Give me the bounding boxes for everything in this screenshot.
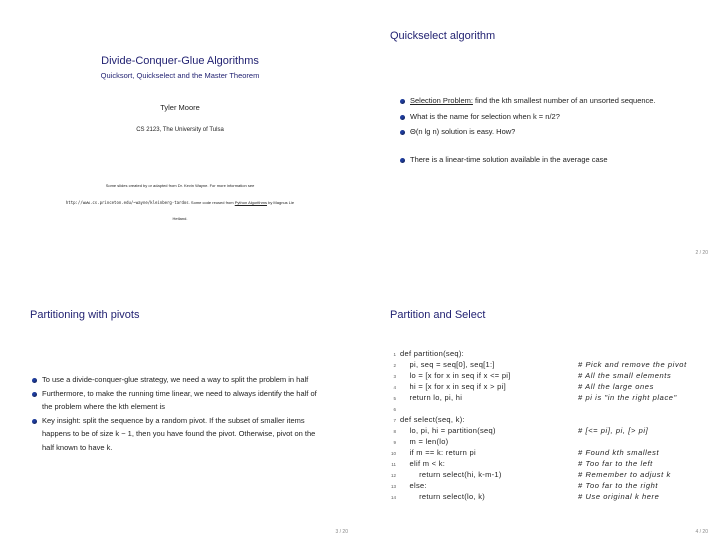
code-comment: # [<= pi], pi, [> pi] bbox=[578, 426, 649, 435]
bullet-theta-solution: Θ(n lg n) solution is easy. How? bbox=[400, 127, 695, 138]
code-comment: # Remember to adjust k bbox=[578, 470, 671, 479]
credit-mid-text: . Some code reused from bbox=[188, 200, 235, 205]
credit-line-1: Some slides created by or adapted from Dr. Kevin Wayne. For more information see bbox=[105, 183, 255, 188]
bullet-list bbox=[32, 373, 324, 454]
code-comment: # Pick and remove the pivot bbox=[578, 360, 687, 369]
code-text: pi, seq = seq[0], seq[1:] bbox=[400, 360, 495, 369]
code-text: else: bbox=[400, 481, 427, 490]
author-name: Tyler Moore bbox=[160, 103, 200, 112]
page-number: 3 / 20 bbox=[335, 529, 348, 535]
code-comment: # Found kth smallest bbox=[578, 448, 660, 457]
code-text: return select(hi, k-m-1) bbox=[400, 470, 502, 479]
bullet-item: To use a divide-conquer-glue strategy, we need a way to split the problem in half bbox=[32, 373, 324, 387]
line-number: 9 bbox=[393, 440, 396, 445]
code-text: lo, pi, hi = partition(seq) bbox=[400, 426, 496, 435]
code-comment: # pi is "in the right place" bbox=[578, 393, 677, 402]
code-line bbox=[388, 458, 720, 469]
page-number: 2 / 20 bbox=[695, 250, 708, 256]
code-text: hi = [x for x in seq if x > pi] bbox=[400, 382, 506, 391]
code-comment: # All the large ones bbox=[578, 382, 654, 391]
code-text: m = len(lo) bbox=[400, 437, 449, 446]
bullet-list bbox=[400, 96, 695, 170]
presentation-subtitle: Quicksort, Quickselect and the Master Theorem bbox=[100, 71, 260, 80]
bullet-linear-time: There is a linear-time solution available in the average case bbox=[400, 155, 695, 166]
code-text: if m == k: return pi bbox=[400, 448, 476, 457]
credit-line-3: Hetland. bbox=[172, 216, 188, 221]
bullet-item: Key insight: split the sequence by a random pivot. If the subset of smaller items happens to be of size k − 1, then you have found the pivot. Otherwise, pivot on the half known to have k. bbox=[32, 414, 324, 455]
slide-title-partition-select: Partition and Select bbox=[390, 309, 486, 321]
slide-title-quickselect: Quickselect algorithm bbox=[390, 30, 496, 42]
slide-title bbox=[0, 0, 360, 278]
line-number: 1 bbox=[393, 352, 396, 357]
line-number: 6 bbox=[393, 407, 396, 412]
code-line bbox=[388, 348, 720, 359]
presentation-title: Divide-Conquer-Glue Algorithms bbox=[101, 55, 259, 67]
code-line bbox=[388, 480, 720, 491]
credit-url[interactable]: http://www.cs.princeton.edu/~wayne/kleinberg-tardos bbox=[65, 200, 189, 205]
slide-quickselect bbox=[360, 0, 720, 278]
code-text: elif m < k: bbox=[400, 459, 446, 468]
code-comment: # Too far to the right bbox=[578, 481, 659, 490]
slide-title-partitioning: Partitioning with pivots bbox=[30, 309, 140, 321]
code-text: def partition(seq): bbox=[400, 349, 465, 358]
line-number: 8 bbox=[393, 429, 396, 434]
line-number: 11 bbox=[391, 462, 396, 467]
line-number: 10 bbox=[390, 451, 396, 456]
line-number: 7 bbox=[393, 418, 396, 423]
code-text: lo = [x for x in seq if x <= pi] bbox=[400, 371, 511, 380]
affiliation: CS 2123, The University of Tulsa bbox=[136, 127, 224, 133]
slide-partitioning bbox=[0, 279, 360, 557]
code-line bbox=[388, 392, 720, 403]
code-text: return lo, pi, hi bbox=[400, 393, 463, 402]
credit-book-link[interactable]: Python Algorithms bbox=[234, 200, 267, 205]
credit-line-2 bbox=[0, 200, 360, 205]
code-comment: # Use original k here bbox=[578, 492, 660, 501]
bullet-selection-name: What is the name for selection when k = n/2? bbox=[400, 112, 695, 123]
code-line bbox=[388, 370, 720, 381]
code-line bbox=[388, 436, 720, 447]
bullet-selection-problem: Selection Problem: find the kth smallest number of an unsorted sequence. bbox=[400, 96, 695, 107]
code-line bbox=[388, 469, 720, 480]
code-text: return select(lo, k) bbox=[400, 492, 486, 501]
code-comment: # Too far to the left bbox=[578, 459, 653, 468]
code-line bbox=[388, 403, 720, 414]
bullet-item: Furthermore, to make the running time linear, we need to always identify the half of the problem where the kth element is bbox=[32, 387, 324, 414]
line-number: 5 bbox=[393, 396, 396, 401]
code-text: def select(seq, k): bbox=[400, 415, 465, 424]
code-line bbox=[388, 381, 720, 392]
credit-end-text: by Magnus Lie bbox=[266, 200, 295, 205]
line-number: 14 bbox=[390, 495, 396, 500]
line-number: 2 bbox=[393, 363, 396, 368]
slide-partition-select bbox=[360, 279, 720, 557]
code-line bbox=[388, 447, 720, 458]
code-comment: # All the small elements bbox=[578, 371, 672, 380]
line-number: 12 bbox=[390, 473, 396, 478]
code-line bbox=[388, 359, 720, 370]
code-line bbox=[388, 425, 720, 436]
page-number: 4 / 20 bbox=[695, 529, 708, 535]
code-line bbox=[388, 491, 720, 502]
code-listing bbox=[388, 348, 720, 502]
code-line bbox=[388, 414, 720, 425]
line-number: 3 bbox=[393, 374, 396, 379]
line-number: 13 bbox=[390, 484, 396, 489]
line-number: 4 bbox=[393, 385, 396, 390]
